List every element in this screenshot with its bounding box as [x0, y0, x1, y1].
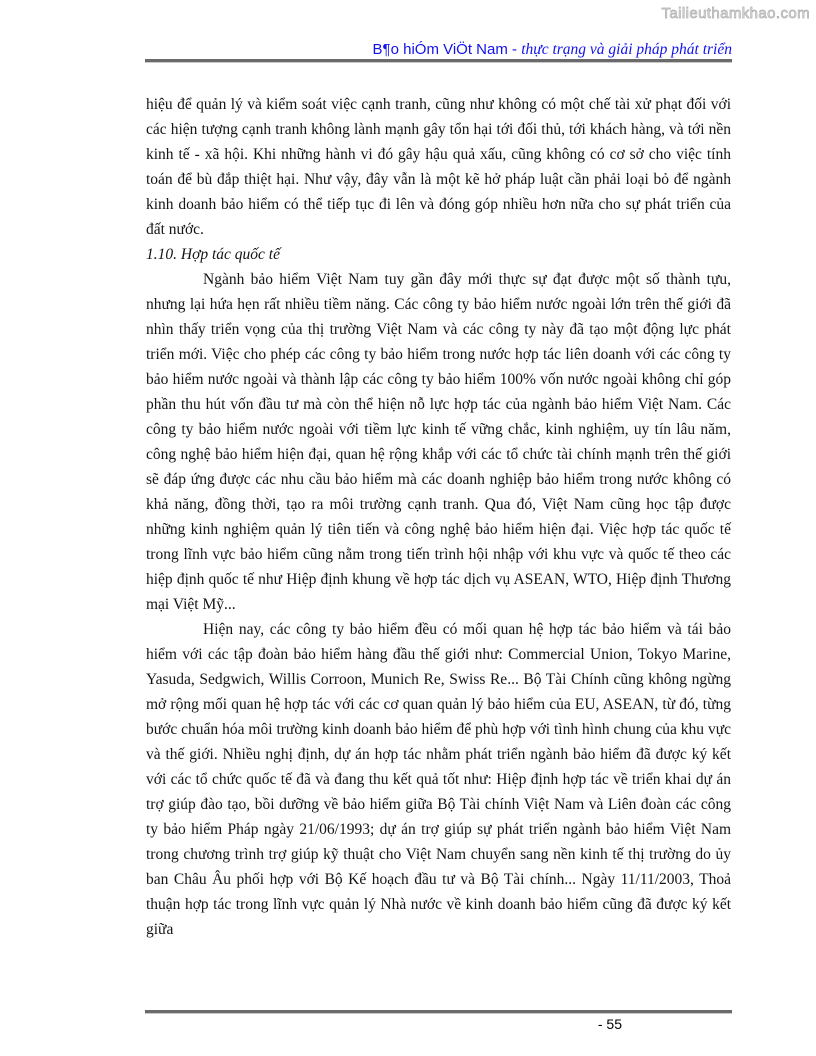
document-body — [146, 92, 731, 942]
paragraph-current-partnerships: Hiện nay, các công ty bảo hiểm đều có mối quan hệ hợp tác bảo hiểm và tái bảo hiểm với các tập đoàn bảo hiểm hàng đầu thế giới như: Commercial Union, Tokyo Marine, Yasuda, Sedgwich, Willis Corroon, Munich Re, Swiss Re... Bộ Tài Chính cũng không ngừng mở rộng mối quan hệ hợp tác với các cơ quan quản lý bảo hiểm của EU, ASEAN, từ đó, từng bước chuẩn hóa môi trường kinh doanh bảo hiểm để phù hợp với tình hình chung của khu vực và thế giới. Nhiều nghị định, dự án hợp tác nhằm phát triển ngành bảo hiểm đã được ký kết với các tổ chức quốc tế đã và đang thu kết quả tốt như: Hiệp định hợp tác về triển khai dự án trợ giúp đào tạo, bồi dưỡng về bảo hiểm giữa Bộ Tài chính Việt Nam và Liên đoàn các công ty bảo hiểm Pháp ngày 21/06/1993; dự án trợ giúp sự phát triển ngành bảo hiểm Việt Nam trong chương trình trợ giúp kỹ thuật cho Việt Nam chuyển sang nền kinh tế thị trường do ủy ban Châu Âu phối hợp với Bộ Kế hoạch đầu tư và Bộ Tài chính... Ngày 11/11/2003, Thoả thuận hợp tác trong lĩnh vực quản lý Nhà nước về kinh doanh bảo hiểm cũng đã được ký kết giữa — [146, 621, 731, 938]
page-header — [145, 41, 732, 59]
header-title-main: B¶o hiÓm ViÖt Nam - — [372, 41, 522, 58]
header-rule — [145, 59, 732, 62]
page-footer — [145, 1016, 622, 1032]
header-title-subtitle: thực trạng và giải pháp phát triển — [521, 41, 732, 58]
page-number: - 55 — [597, 1016, 622, 1032]
paragraph-continuation: hiệu để quản lý và kiểm soát việc cạnh tranh, cũng như không có một chế tài xử phạt đối với các hiện tượng cạnh tranh không lành mạnh gây tổn hại tới đối thủ, tới khách hàng, và tới nền kinh tế - xã hội. Khi những hành vi đó gây hậu quả xấu, cũng không có cơ sở cho việc tính toán để bù đắp thiệt hại. Như vậy, đây vẫn là một kẽ hở pháp luật cần phải loại bỏ để ngành kinh doanh bảo hiểm có thể tiếp tục đi lên và đóng góp nhiều hơn nữa cho sự phát triển của đất nước. — [146, 96, 731, 238]
section-heading: 1.10. Hợp tác quốc tế — [146, 246, 280, 263]
footer-rule — [145, 1010, 732, 1013]
watermark-text: Tailieuthamkhao.com — [661, 5, 810, 22]
paragraph-international-cooperation: Ngành bảo hiểm Việt Nam tuy gần đây mới thực sự đạt được một số thành tựu, nhưng lại hứa hẹn rất nhiều tiềm năng. Các công ty bảo hiểm nước ngoài lớn trên thế giới đã nhìn thấy triển vọng của thị trường Việt Nam và các công ty này đã tạo một động lực phát triển mới. Việc cho phép các công ty bảo hiểm trong nước hợp tác liên doanh với các công ty bảo hiểm nước ngoài và thành lập các công ty bảo hiểm 100% vốn nước ngoài không chỉ góp phần thu hút vốn đầu tư mà còn thể hiện nỗ lực hợp tác của ngành bảo hiểm Việt Nam. Các công ty bảo hiểm nước ngoài với tiềm lực kinh tế vững chắc, kinh nghiệm, uy tín lâu năm, công nghệ bảo hiểm hiện đại, quan hệ rộng khắp với các tổ chức tài chính mạnh trên thế giới sẽ đáp ứng được các nhu cầu bảo hiểm mà các doanh nghiệp bảo hiểm trong nước không có khả năng, đồng thời, tạo ra môi trường cạnh tranh. Qua đó, Việt Nam cũng học tập được những kinh nghiệm quản lý tiên tiến và công nghệ bảo hiểm hiện đại. Việc hợp tác quốc tế trong lĩnh vực bảo hiểm cũng nằm trong tiến trình hội nhập với khu vực và quốc tế theo các hiệp định quốc tế như Hiệp định khung về hợp tác dịch vụ ASEAN, WTO, Hiệp định Thương mại Việt Mỹ... — [146, 271, 731, 613]
